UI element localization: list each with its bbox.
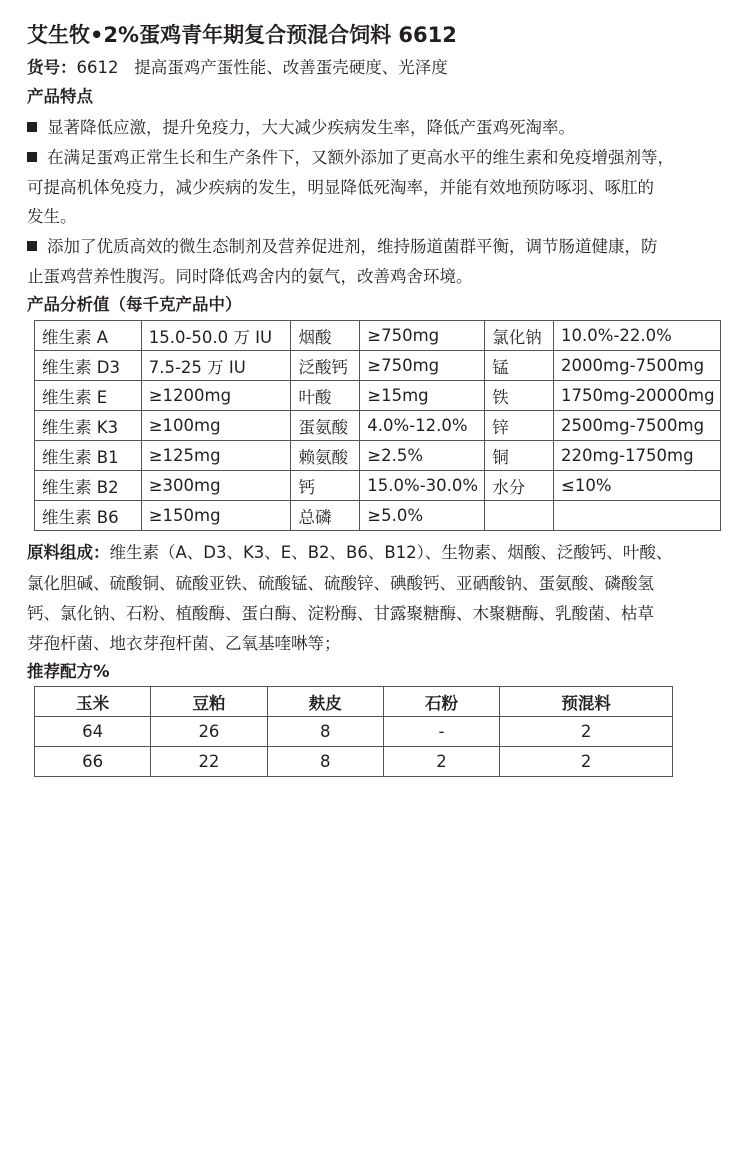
formula-cell: 2 bbox=[500, 747, 673, 777]
product-title: 艾生牧•2%蛋鸡青年期复合预混合饲料 6612 bbox=[27, 23, 457, 47]
nutrient-value-cell: ≥15mg bbox=[360, 381, 485, 411]
nutrient-name-cell: 叶酸 bbox=[291, 381, 360, 411]
nutrient-name-cell: 铜 bbox=[485, 441, 554, 471]
nutrient-value-cell: ≥2.5% bbox=[360, 441, 485, 471]
formula-cell: 64 bbox=[35, 717, 151, 747]
formula-cell: 2 bbox=[500, 717, 673, 747]
nutrient-name-cell: 钙 bbox=[291, 471, 360, 501]
formula-cell: 2 bbox=[383, 747, 499, 777]
ingredients-line: 钙、氯化钠、石粉、植酸酶、蛋白酶、淀粉酶、甘露聚糖酶、木聚糖酶、乳酸菌、枯草 bbox=[27, 604, 654, 623]
nutrient-name-cell: 维生素 B1 bbox=[35, 441, 142, 471]
item-number-line bbox=[27, 53, 448, 83]
feature-line: 在满足蛋鸡正常生长和生产条件下，又额外添加了更高水平的维生素和免疫增强剂等， bbox=[27, 143, 674, 173]
table-row bbox=[35, 501, 721, 531]
table-row bbox=[35, 471, 721, 501]
column-header: 预混料 bbox=[500, 687, 673, 717]
column-header: 玉米 bbox=[35, 687, 151, 717]
nutrient-value-cell: ≥1200mg bbox=[141, 381, 291, 411]
nutrient-name-cell: 维生素 B2 bbox=[35, 471, 142, 501]
nutrient-value-cell: 2500mg-7500mg bbox=[554, 411, 721, 441]
nutrient-name-cell: 赖氨酸 bbox=[291, 441, 360, 471]
formula-table bbox=[34, 686, 673, 777]
nutrient-name-cell: 维生素 K3 bbox=[35, 411, 142, 441]
formula-cell: - bbox=[383, 717, 499, 747]
ingredients-line: 氯化胆碱、硫酸铜、硫酸亚铁、硫酸锰、硫酸锌、碘酸钙、亚硒酸钠、蛋氨酸、磷酸氢 bbox=[27, 574, 654, 593]
nutrient-name-cell: 铁 bbox=[485, 381, 554, 411]
ingredients-line: 原料组成：维生素（A、D3、K3、E、B2、B6、B12）、生物素、烟酸、泛酸钙、叶酸、 bbox=[27, 543, 673, 562]
nutrient-name-cell: 维生素 A bbox=[35, 321, 142, 351]
table-row bbox=[35, 747, 673, 777]
bullet-square-icon bbox=[27, 241, 37, 251]
nutrient-value-cell: 15.0%-30.0% bbox=[360, 471, 485, 501]
feature-line: 可提高机体免疫力，减少疾病的发生，明显降低死淘率，并能有效地预防啄羽、啄肛的 bbox=[27, 178, 654, 197]
column-header: 麸皮 bbox=[267, 687, 383, 717]
nutrient-name-cell: 锌 bbox=[485, 411, 554, 441]
table-row bbox=[35, 381, 721, 411]
nutrient-name-cell: 维生素 E bbox=[35, 381, 142, 411]
nutrient-value-cell: ≥5.0% bbox=[360, 501, 485, 531]
nutrient-name-cell: 水分 bbox=[485, 471, 554, 501]
bullet-square-icon bbox=[27, 122, 37, 132]
tagline: 提高蛋鸡产蛋性能、改善蛋壳硬度、光泽度 bbox=[134, 58, 448, 77]
nutrient-name-cell: 锰 bbox=[485, 351, 554, 381]
nutrient-value-cell: 220mg-1750mg bbox=[554, 441, 721, 471]
nutrient-value-cell: 2000mg-7500mg bbox=[554, 351, 721, 381]
analysis-table bbox=[34, 320, 721, 531]
nutrient-value-cell: ≥750mg bbox=[360, 321, 485, 351]
nutrient-name-cell: 蛋氨酸 bbox=[291, 411, 360, 441]
formula-heading: 推荐配方% bbox=[27, 662, 110, 681]
ingredients-line: 芽孢杆菌、地衣芽孢杆菌、乙氧基喹啉等； bbox=[27, 634, 341, 653]
table-row bbox=[35, 351, 721, 381]
feature-line: 止蛋鸡营养性腹泻。同时降低鸡舍内的氨气，改善鸡舍环境。 bbox=[27, 267, 473, 286]
nutrient-value-cell: 10.0%-22.0% bbox=[554, 321, 721, 351]
formula-cell: 26 bbox=[151, 717, 267, 747]
bullet-square-icon bbox=[27, 152, 37, 162]
table-header-row bbox=[35, 687, 673, 717]
formula-cell: 8 bbox=[267, 747, 383, 777]
nutrient-name-cell: 烟酸 bbox=[291, 321, 360, 351]
nutrient-value-cell: 1750mg-20000mg bbox=[554, 381, 721, 411]
item-number-label: 货号： bbox=[27, 58, 77, 77]
features-heading: 产品特点 bbox=[27, 87, 93, 106]
nutrient-name-cell: 总磷 bbox=[291, 501, 360, 531]
feature-line: 发生。 bbox=[27, 207, 77, 226]
table-row bbox=[35, 321, 721, 351]
nutrient-name-cell bbox=[485, 501, 554, 531]
nutrient-value-cell: ≥300mg bbox=[141, 471, 291, 501]
nutrient-name-cell: 维生素 D3 bbox=[35, 351, 142, 381]
nutrient-name-cell: 氯化钠 bbox=[485, 321, 554, 351]
feature-line: 添加了优质高效的微生态制剂及营养促进剂，维持肠道菌群平衡，调节肠道健康，防 bbox=[27, 232, 658, 262]
nutrient-name-cell: 泛酸钙 bbox=[291, 351, 360, 381]
formula-cell: 8 bbox=[267, 717, 383, 747]
nutrient-name-cell: 维生素 B6 bbox=[35, 501, 142, 531]
nutrient-value-cell: ≥750mg bbox=[360, 351, 485, 381]
nutrient-value-cell: ≥125mg bbox=[141, 441, 291, 471]
ingredients-label: 原料组成： bbox=[27, 543, 110, 562]
table-row bbox=[35, 441, 721, 471]
table-row bbox=[35, 717, 673, 747]
table-row bbox=[35, 411, 721, 441]
column-header: 石粉 bbox=[383, 687, 499, 717]
nutrient-value-cell: ≥100mg bbox=[141, 411, 291, 441]
formula-cell: 66 bbox=[35, 747, 151, 777]
nutrient-value-cell: 4.0%-12.0% bbox=[360, 411, 485, 441]
feature-line: 显著降低应激，提升免疫力，大大减少疾病发生率，降低产蛋鸡死淘率。 bbox=[27, 113, 575, 143]
nutrient-value-cell: ≥150mg bbox=[141, 501, 291, 531]
formula-cell: 22 bbox=[151, 747, 267, 777]
nutrient-value-cell bbox=[554, 501, 721, 531]
nutrient-value-cell: 15.0-50.0 万 IU bbox=[141, 321, 291, 351]
column-header: 豆粕 bbox=[151, 687, 267, 717]
nutrient-value-cell: ≤10% bbox=[554, 471, 721, 501]
nutrient-value-cell: 7.5-25 万 IU bbox=[141, 351, 291, 381]
analysis-heading: 产品分析值（每千克产品中） bbox=[27, 295, 242, 314]
item-number: 6612 bbox=[76, 58, 119, 77]
